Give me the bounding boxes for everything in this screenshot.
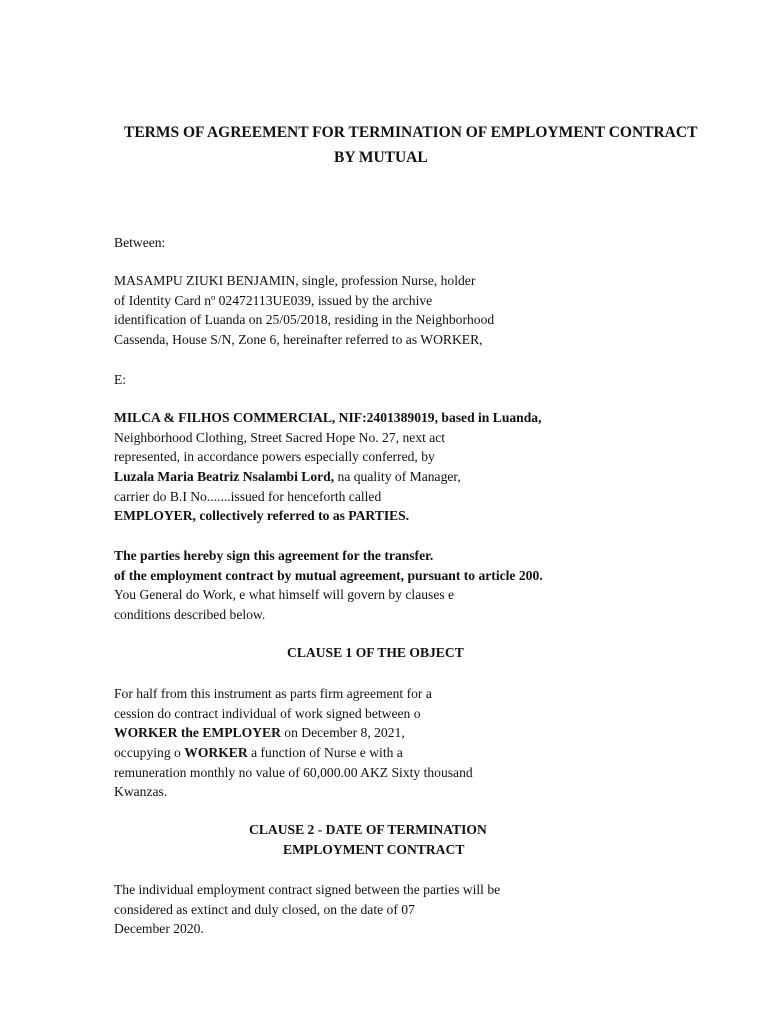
- employer-line-3: represented, in accordance powers especially conferred, by: [114, 449, 435, 465]
- agreement-line-2: of the employment contract by mutual agreement, pursuant to article 200.: [114, 567, 543, 583]
- clause-1-heading: CLAUSE 1 OF THE OBJECT: [287, 645, 464, 660]
- employer-line-6: EMPLOYER, collectively referred to as PARTIES.: [114, 508, 410, 524]
- employer-line-2: Neighborhood Clothing, Street Sacred Hope No. 27, next act: [114, 429, 446, 445]
- occupying-text: occupying o: [114, 745, 185, 761]
- worker-paragraph: [114, 271, 494, 350]
- manager-role: na quality of Manager,: [334, 469, 461, 485]
- clause-2-heading-line-1: CLAUSE 2 - DATE OF TERMINATION: [249, 822, 487, 837]
- worker-line-2: of Identity Card nº 02472113UE039, issued by the archive: [114, 292, 433, 308]
- clause-1-line-3: [114, 723, 473, 743]
- clause-1-line-4: [114, 743, 473, 763]
- document-title-line-2: BY MUTUAL: [334, 149, 428, 166]
- document-title-line-1: TERMS OF AGREEMENT FOR TERMINATION OF EMPLOYMENT CONTRACT: [124, 124, 698, 141]
- clause-2-line-2: considered as extinct and duly closed, on the date of 07: [114, 901, 415, 917]
- clause-1-paragraph: [114, 684, 473, 802]
- conjunction-label: E:: [114, 372, 127, 387]
- clause-2-heading-line-2: EMPLOYMENT CONTRACT: [283, 842, 465, 857]
- worker-line-3: identification of Luanda on 25/05/2018, residing in the Neighborhood: [114, 312, 495, 328]
- function-text: a function of Nurse e with a: [247, 745, 403, 761]
- contract-date: on December 8, 2021,: [280, 725, 405, 741]
- worker-line-1: MASAMPU ZIUKI BENJAMIN, single, profession Nurse, holder: [114, 273, 476, 288]
- between-label: Between:: [114, 235, 166, 250]
- employer-line-4: [114, 467, 542, 487]
- clause-2-line-3: December 2020.: [114, 921, 204, 937]
- clause-1-line-5: remuneration monthly no value of 60,000.00 AKZ Sixty thousand: [114, 764, 473, 780]
- agreement-line-4: conditions described below.: [114, 607, 266, 623]
- employer-line-5: carrier do B.I No.......issued for henceforth called: [114, 488, 382, 504]
- agreement-line-1: The parties hereby sign this agreement for the transfer.: [114, 548, 434, 563]
- manager-name: Luzala Maria Beatriz Nsalambi Lord,: [114, 469, 335, 485]
- employer-line-1: MILCA & FILHOS COMMERCIAL, NIF:2401389019, based in Luanda,: [114, 410, 542, 425]
- agreement-paragraph: [114, 546, 543, 625]
- worker-bold: WORKER: [184, 745, 248, 761]
- clause-2-line-1: The individual employment contract signed between the parties will be: [114, 882, 501, 897]
- worker-line-4: Cassenda, House S/N, Zone 6, hereinafter referred to as WORKER,: [114, 332, 483, 348]
- agreement-line-3: You General do Work, e what himself will govern by clauses e: [114, 587, 455, 603]
- clause-1-line-6: Kwanzas.: [114, 784, 168, 800]
- clause-1-line-2: cession do contract individual of work signed between o: [114, 705, 421, 721]
- employer-paragraph: [114, 408, 542, 526]
- clause-1-line-1: For half from this instrument as parts firm agreement for a: [114, 686, 432, 701]
- parties-bold: WORKER the EMPLOYER: [114, 725, 281, 741]
- clause-2-paragraph: [114, 880, 500, 939]
